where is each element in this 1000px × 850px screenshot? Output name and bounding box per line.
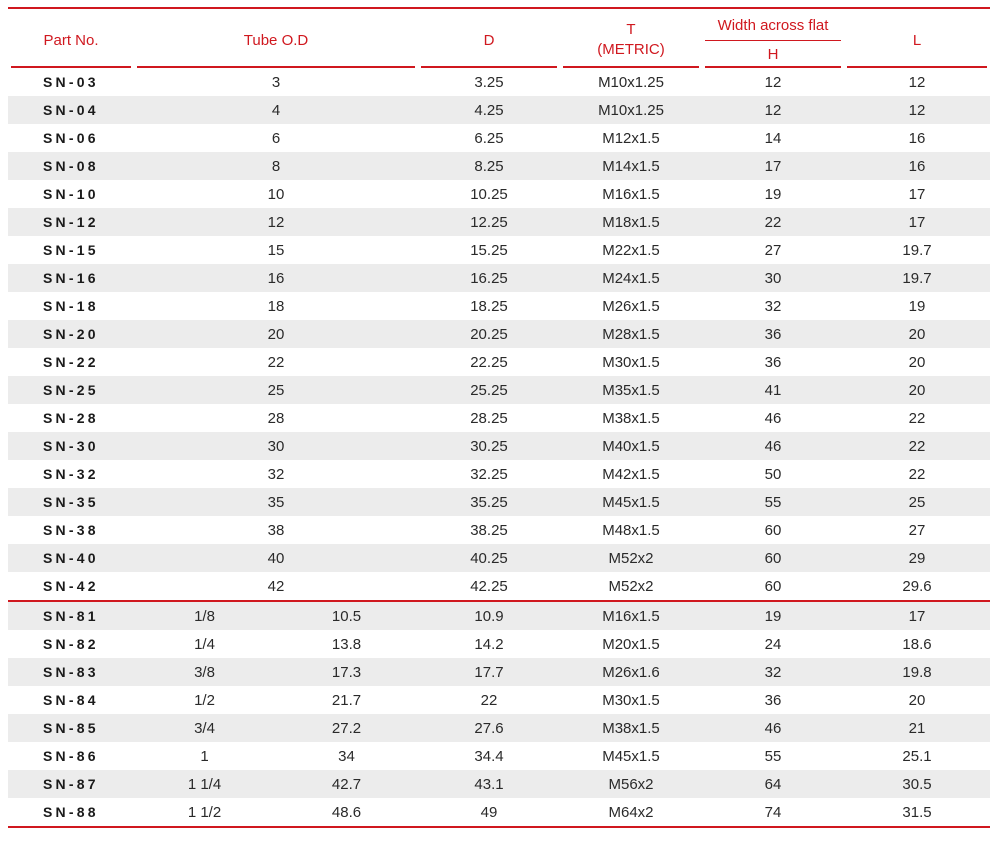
- d-cell: 22.25: [418, 348, 560, 376]
- table-row: [8, 630, 990, 658]
- d-cell: 10.25: [418, 180, 560, 208]
- tube-od-mm-cell: 48.6: [275, 798, 418, 826]
- tube-od-cell: 16: [134, 264, 418, 292]
- l-cell: 25.1: [844, 742, 990, 770]
- table-row: [8, 742, 990, 770]
- h-cell: 30: [702, 264, 844, 292]
- l-cell: 19.7: [844, 264, 990, 292]
- l-cell: 16: [844, 152, 990, 180]
- t-cell: M16x1.5: [560, 601, 702, 630]
- spec-table-container: [8, 0, 990, 828]
- h-cell: 36: [702, 320, 844, 348]
- d-cell: 34.4: [418, 742, 560, 770]
- tube-od-cell: 40: [134, 544, 418, 572]
- part-no-cell: SN-32: [8, 460, 134, 488]
- tube-od-mm-cell: 10.5: [275, 601, 418, 630]
- h-cell: 50: [702, 460, 844, 488]
- h-cell: 41: [702, 376, 844, 404]
- d-cell: 4.25: [418, 96, 560, 124]
- header-t-line2: (METRIC): [597, 41, 665, 58]
- part-no-cell: SN-16: [8, 264, 134, 292]
- table-row: [8, 208, 990, 236]
- t-cell: M30x1.5: [560, 348, 702, 376]
- t-cell: M64x2: [560, 798, 702, 826]
- d-cell: 22: [418, 686, 560, 714]
- t-cell: M26x1.5: [560, 292, 702, 320]
- part-no-cell: SN-42: [8, 572, 134, 601]
- table-row: [8, 348, 990, 376]
- t-cell: M18x1.5: [560, 208, 702, 236]
- l-cell: 12: [844, 96, 990, 124]
- t-cell: M38x1.5: [560, 714, 702, 742]
- d-cell: 14.2: [418, 630, 560, 658]
- d-cell: 30.25: [418, 432, 560, 460]
- h-cell: 36: [702, 348, 844, 376]
- tube-od-cell: 25: [134, 376, 418, 404]
- h-cell: 19: [702, 601, 844, 630]
- part-no-cell: SN-25: [8, 376, 134, 404]
- d-cell: 8.25: [418, 152, 560, 180]
- h-cell: 24: [702, 630, 844, 658]
- t-cell: M12x1.5: [560, 124, 702, 152]
- tube-od-cell: 18: [134, 292, 418, 320]
- l-cell: 18.6: [844, 630, 990, 658]
- header-d: D: [418, 0, 560, 68]
- d-cell: 15.25: [418, 236, 560, 264]
- l-cell: 19.8: [844, 658, 990, 686]
- h-cell: 17: [702, 152, 844, 180]
- header-l: L: [844, 0, 990, 68]
- t-cell: M48x1.5: [560, 516, 702, 544]
- t-cell: M52x2: [560, 544, 702, 572]
- table-row: [8, 544, 990, 572]
- d-cell: 3.25: [418, 68, 560, 96]
- l-cell: 17: [844, 208, 990, 236]
- h-cell: 60: [702, 544, 844, 572]
- part-no-cell: SN-03: [8, 68, 134, 96]
- tube-od-cell: 38: [134, 516, 418, 544]
- table-row: [8, 516, 990, 544]
- tube-od-inch-cell: 1/8: [134, 601, 275, 630]
- tube-od-inch-cell: 3/8: [134, 658, 275, 686]
- header-part-no: Part No.: [8, 0, 134, 68]
- tube-od-mm-cell: 21.7: [275, 686, 418, 714]
- table-row: [8, 686, 990, 714]
- h-cell: 32: [702, 292, 844, 320]
- part-no-cell: SN-35: [8, 488, 134, 516]
- t-cell: M42x1.5: [560, 460, 702, 488]
- part-no-cell: SN-84: [8, 686, 134, 714]
- d-cell: 40.25: [418, 544, 560, 572]
- table-row: [8, 460, 990, 488]
- t-cell: M10x1.25: [560, 96, 702, 124]
- header-t: [560, 0, 702, 68]
- l-cell: 16: [844, 124, 990, 152]
- part-no-cell: SN-81: [8, 601, 134, 630]
- tube-od-cell: 28: [134, 404, 418, 432]
- tube-od-cell: 10: [134, 180, 418, 208]
- spec-table: [8, 0, 990, 826]
- h-cell: 12: [702, 96, 844, 124]
- part-no-cell: SN-85: [8, 714, 134, 742]
- d-cell: 32.25: [418, 460, 560, 488]
- header-t-line1: T: [626, 21, 636, 38]
- h-cell: 64: [702, 770, 844, 798]
- t-cell: M28x1.5: [560, 320, 702, 348]
- l-cell: 20: [844, 686, 990, 714]
- part-no-cell: SN-20: [8, 320, 134, 348]
- tube-od-cell: 32: [134, 460, 418, 488]
- table-row: [8, 572, 990, 601]
- table-row: [8, 488, 990, 516]
- l-cell: 29.6: [844, 572, 990, 601]
- d-cell: 16.25: [418, 264, 560, 292]
- table-row: [8, 770, 990, 798]
- table-row: [8, 124, 990, 152]
- table-row: [8, 236, 990, 264]
- h-cell: 32: [702, 658, 844, 686]
- t-cell: M24x1.5: [560, 264, 702, 292]
- tube-od-cell: 42: [134, 572, 418, 601]
- t-cell: M35x1.5: [560, 376, 702, 404]
- t-cell: M56x2: [560, 770, 702, 798]
- l-cell: 21: [844, 714, 990, 742]
- tube-od-cell: 6: [134, 124, 418, 152]
- part-no-cell: SN-86: [8, 742, 134, 770]
- h-cell: 60: [702, 516, 844, 544]
- tube-od-cell: 15: [134, 236, 418, 264]
- table-body: [8, 68, 990, 826]
- h-cell: 55: [702, 488, 844, 516]
- part-no-cell: SN-08: [8, 152, 134, 180]
- d-cell: 20.25: [418, 320, 560, 348]
- tube-od-cell: 30: [134, 432, 418, 460]
- d-cell: 28.25: [418, 404, 560, 432]
- tube-od-mm-cell: 42.7: [275, 770, 418, 798]
- l-cell: 30.5: [844, 770, 990, 798]
- d-cell: 42.25: [418, 572, 560, 601]
- tube-od-inch-cell: 1/2: [134, 686, 275, 714]
- tube-od-cell: 35: [134, 488, 418, 516]
- tube-od-inch-cell: 1 1/2: [134, 798, 275, 826]
- h-cell: 46: [702, 404, 844, 432]
- table-row: [8, 404, 990, 432]
- part-no-cell: SN-12: [8, 208, 134, 236]
- part-no-cell: SN-22: [8, 348, 134, 376]
- h-cell: 14: [702, 124, 844, 152]
- l-cell: 12: [844, 68, 990, 96]
- part-no-cell: SN-82: [8, 630, 134, 658]
- header-tube-od: Tube O.D: [134, 0, 418, 68]
- l-cell: 22: [844, 460, 990, 488]
- table-row: [8, 264, 990, 292]
- table-row: [8, 96, 990, 124]
- h-cell: 22: [702, 208, 844, 236]
- part-no-cell: SN-83: [8, 658, 134, 686]
- h-cell: 46: [702, 714, 844, 742]
- table-row: [8, 376, 990, 404]
- table-row: [8, 292, 990, 320]
- tube-od-inch-cell: 1: [134, 742, 275, 770]
- l-cell: 31.5: [844, 798, 990, 826]
- table-row: [8, 432, 990, 460]
- tube-od-mm-cell: 34: [275, 742, 418, 770]
- t-cell: M30x1.5: [560, 686, 702, 714]
- l-cell: 20: [844, 376, 990, 404]
- l-cell: 20: [844, 320, 990, 348]
- tube-od-mm-cell: 17.3: [275, 658, 418, 686]
- header-h: H: [767, 45, 779, 63]
- d-cell: 6.25: [418, 124, 560, 152]
- l-cell: 22: [844, 404, 990, 432]
- tube-od-cell: 20: [134, 320, 418, 348]
- h-cell: 46: [702, 432, 844, 460]
- h-cell: 74: [702, 798, 844, 826]
- l-cell: 17: [844, 180, 990, 208]
- table-row: [8, 714, 990, 742]
- tube-od-inch-cell: 1/4: [134, 630, 275, 658]
- t-cell: M22x1.5: [560, 236, 702, 264]
- d-cell: 18.25: [418, 292, 560, 320]
- part-no-cell: SN-88: [8, 798, 134, 826]
- t-cell: M26x1.6: [560, 658, 702, 686]
- part-no-cell: SN-04: [8, 96, 134, 124]
- table-row: [8, 601, 990, 630]
- h-cell: 55: [702, 742, 844, 770]
- part-no-cell: SN-30: [8, 432, 134, 460]
- l-cell: 20: [844, 348, 990, 376]
- d-cell: 12.25: [418, 208, 560, 236]
- part-no-cell: SN-87: [8, 770, 134, 798]
- d-cell: 27.6: [418, 714, 560, 742]
- d-cell: 10.9: [418, 601, 560, 630]
- d-cell: 17.7: [418, 658, 560, 686]
- tube-od-inch-cell: 3/4: [134, 714, 275, 742]
- part-no-cell: SN-10: [8, 180, 134, 208]
- t-cell: M16x1.5: [560, 180, 702, 208]
- h-cell: 19: [702, 180, 844, 208]
- part-no-cell: SN-38: [8, 516, 134, 544]
- d-cell: 38.25: [418, 516, 560, 544]
- table-row: [8, 68, 990, 96]
- h-cell: 36: [702, 686, 844, 714]
- tube-od-mm-cell: 27.2: [275, 714, 418, 742]
- h-cell: 27: [702, 236, 844, 264]
- h-cell: 60: [702, 572, 844, 601]
- l-cell: 17: [844, 601, 990, 630]
- tube-od-inch-cell: 1 1/4: [134, 770, 275, 798]
- part-no-cell: SN-40: [8, 544, 134, 572]
- l-cell: 25: [844, 488, 990, 516]
- table-row: [8, 658, 990, 686]
- header-width-label: Width across flat: [705, 17, 841, 41]
- t-cell: M45x1.5: [560, 488, 702, 516]
- d-cell: 43.1: [418, 770, 560, 798]
- t-cell: M52x2: [560, 572, 702, 601]
- part-no-cell: SN-18: [8, 292, 134, 320]
- l-cell: 27: [844, 516, 990, 544]
- tube-od-cell: 4: [134, 96, 418, 124]
- h-cell: 12: [702, 68, 844, 96]
- tube-od-cell: 12: [134, 208, 418, 236]
- t-cell: M10x1.25: [560, 68, 702, 96]
- table-row: [8, 320, 990, 348]
- table-bottom-rule: [8, 826, 990, 828]
- tube-od-cell: 22: [134, 348, 418, 376]
- tube-od-cell: 3: [134, 68, 418, 96]
- d-cell: 25.25: [418, 376, 560, 404]
- t-cell: M40x1.5: [560, 432, 702, 460]
- l-cell: 29: [844, 544, 990, 572]
- table-row: [8, 798, 990, 826]
- table-row: [8, 180, 990, 208]
- l-cell: 19.7: [844, 236, 990, 264]
- d-cell: 49: [418, 798, 560, 826]
- table-row: [8, 152, 990, 180]
- t-cell: M45x1.5: [560, 742, 702, 770]
- part-no-cell: SN-15: [8, 236, 134, 264]
- part-no-cell: SN-28: [8, 404, 134, 432]
- tube-od-mm-cell: 13.8: [275, 630, 418, 658]
- header-width-across-flat: [702, 0, 844, 68]
- l-cell: 19: [844, 292, 990, 320]
- t-cell: M38x1.5: [560, 404, 702, 432]
- tube-od-cell: 8: [134, 152, 418, 180]
- t-cell: M14x1.5: [560, 152, 702, 180]
- part-no-cell: SN-06: [8, 124, 134, 152]
- d-cell: 35.25: [418, 488, 560, 516]
- t-cell: M20x1.5: [560, 630, 702, 658]
- l-cell: 22: [844, 432, 990, 460]
